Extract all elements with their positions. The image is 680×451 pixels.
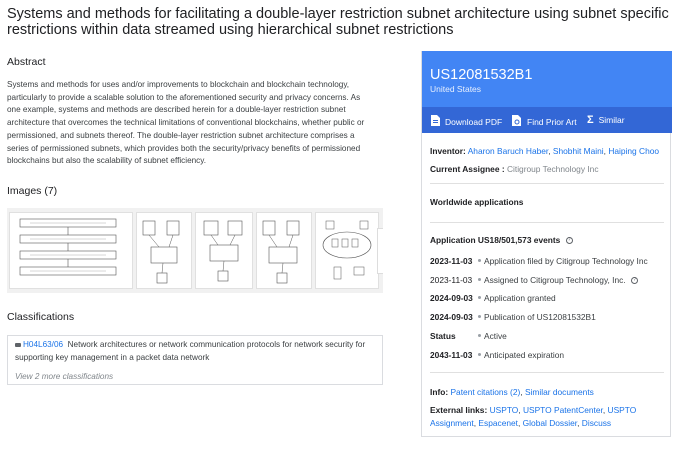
download-pdf-label: Download PDF: [445, 116, 503, 127]
external-links-label: External links:: [430, 405, 488, 415]
events-heading: Application US18/501,573 events: [430, 235, 561, 245]
publication-number: US12081532B1: [430, 67, 533, 83]
similar-documents-link[interactable]: Similar documents: [524, 387, 594, 397]
status-value: Active: [484, 331, 507, 341]
divider: [430, 372, 664, 373]
divider: [430, 222, 664, 223]
event-date: 2023-11-03: [430, 256, 473, 266]
help-icon[interactable]: ?: [566, 237, 573, 244]
carousel-next-button[interactable]: [377, 228, 383, 274]
event-text-row: [484, 275, 638, 285]
image-thumbnail-2[interactable]: [136, 212, 192, 289]
images-carousel[interactable]: [7, 208, 383, 293]
assignee-row: [430, 164, 599, 174]
assignee-value: Citigroup Technology Inc: [506, 164, 599, 174]
image-thumbnail-3[interactable]: [195, 212, 253, 289]
external-link-patentcenter[interactable]: USPTO PatentCenter: [522, 405, 603, 415]
event-text: Anticipated expiration: [484, 350, 565, 360]
image-thumbnail-1[interactable]: [9, 212, 133, 289]
info-row: Info: Patent citations (2), Similar documents: [430, 387, 594, 397]
publication-country: United States: [430, 84, 482, 94]
external-link-uspto[interactable]: USPTO: [489, 405, 519, 415]
event-text: Application granted: [484, 293, 556, 303]
pdf-icon: [431, 115, 440, 128]
classifications-box: [7, 335, 383, 385]
view-more-classifications-link[interactable]: View 2 more classifications: [15, 372, 114, 381]
event-date: 2043-11-03: [430, 350, 473, 360]
inventor-row: Inventor: Aharon Baruch Haber, Shobhit Maini, Haiping Choo: [430, 146, 660, 156]
similar-button[interactable]: [587, 115, 625, 125]
external-link-global-dossier[interactable]: Global Dossier: [522, 417, 578, 428]
inventor-label: Inventor:: [430, 146, 466, 156]
divider: [430, 183, 664, 184]
timeline-dot-icon: [478, 296, 481, 299]
similar-label: Similar: [598, 115, 625, 125]
classification-code-link[interactable]: H04L63/06: [23, 340, 64, 349]
event-text: Assigned to Citigroup Technology, Inc.: [484, 275, 626, 285]
worldwide-applications[interactable]: Worldwide applications: [430, 197, 524, 207]
timeline-dot-icon: [478, 278, 481, 281]
external-link-espacenet[interactable]: Espacenet: [478, 417, 518, 428]
image-thumbnail-5[interactable]: [315, 212, 379, 289]
status-label: Status: [430, 331, 456, 341]
sigma-icon: Σ: [587, 114, 594, 126]
publication-header: [422, 51, 672, 133]
events-heading-row: [430, 235, 573, 245]
external-link-assignment[interactable]: USPTO Assignment: [430, 405, 637, 428]
event-date: 2024-09-03: [430, 293, 473, 303]
prior-art-icon: [512, 115, 522, 128]
external-link-discuss[interactable]: Discuss: [581, 417, 612, 428]
inventor-link[interactable]: Aharon Baruch Haber: [467, 146, 549, 156]
inventor-link[interactable]: Haiping Choo: [608, 146, 660, 156]
action-bar: [422, 107, 672, 133]
patent-citations-link[interactable]: Patent citations (2): [450, 387, 521, 397]
images-heading: Images (7): [7, 185, 58, 197]
external-links-row: External links: USPTO, USPTO PatentCenter, USPTO Assignment, Espacenet, Global Dossier, Discuss: [430, 405, 637, 428]
abstract-text: Systems and methods for uses and/or improvements to blockchain and blockchain technology, particularly to provide a scalable solution to the aforementioned security and privacy concerns. As one example, systems and methods are described herein for a double-layer restriction subnet architecture that overcomes the technical limitations of conventional blockchains, whether public or permissioned, and subnets thereof. The double-layer restriction subnet architecture comprises a series of permissioned subnets, which provides both the security/privacy benefits of permissioned blockchains but also the scalability of subnet efficiency.: [7, 80, 365, 166]
abstract-heading: Abstract: [7, 56, 46, 68]
assignee-label: Current Assignee :: [430, 164, 505, 174]
classifications-heading: Classifications: [7, 311, 75, 323]
find-prior-art-button[interactable]: [512, 115, 577, 128]
event-text: Publication of US12081532B1: [484, 312, 596, 322]
timeline-dot-icon: [478, 315, 481, 318]
find-prior-art-label: Find Prior Art: [527, 116, 577, 127]
info-label: Info:: [430, 387, 449, 397]
help-icon[interactable]: ?: [631, 277, 638, 284]
event-text: Application filed by Citigroup Technology Inc: [484, 256, 648, 266]
download-pdf-button[interactable]: [431, 115, 502, 128]
patent-title: Systems and methods for facilitating a double-layer restriction subnet architecture using subnet specific restrictions within data streamed using hierarchical subnet restrictions: [7, 6, 669, 38]
classification-description: Network architectures or network communication protocols for network security for supporting key management in a packet data network: [15, 340, 366, 362]
inventor-link[interactable]: Shobhit Maini: [552, 146, 604, 156]
timeline-dot-icon: [478, 259, 481, 262]
timeline-dot-icon: [478, 353, 481, 356]
timeline-dot-icon: [478, 334, 481, 337]
event-date: 2024-09-03: [430, 312, 473, 322]
image-thumbnail-4[interactable]: [256, 212, 312, 289]
publication-panel: [421, 51, 671, 437]
event-date: 2023-11-03: [430, 275, 473, 285]
tag-icon: [15, 343, 21, 347]
